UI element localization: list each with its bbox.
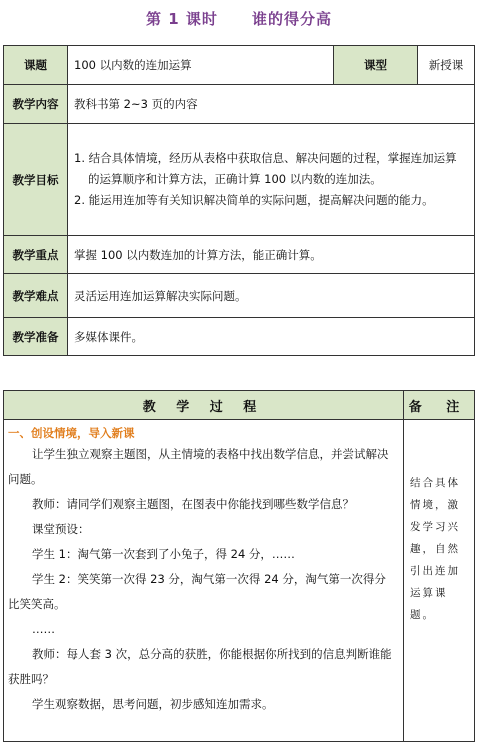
lesson-info-table [3, 45, 475, 356]
difficulty-label: 教学难点 [4, 274, 68, 318]
process-paragraph: 教师：每人套 3 次，总分高的获胜，你能根据你所找到的信息判断谁能获胜吗？ [8, 647, 392, 686]
process-paragraph: 学生观察数据，思考问题，初步感知连加需求。 [32, 697, 274, 711]
process-paragraph: 学生 2：笑笑第一次得 23 分，淘气第一次得 24 分，淘气第一次得分比笑笑高。 [8, 572, 386, 611]
process-paragraph: 课堂预设： [32, 522, 90, 536]
lesson-topic: 谁的得分高 [251, 10, 332, 28]
content-value: 教科书第 2~3 页的内容 [68, 85, 475, 124]
type-value: 新授课 [418, 46, 475, 85]
prep-label: 教学准备 [4, 318, 68, 356]
key-label: 教学重点 [4, 236, 68, 274]
goal-item: 1. 结合具体情境，经历从表格中获取信息、解决问题的过程，掌握连加运算的运算顺序和计算方法，正确计算 100 以内数的连加法。 [74, 151, 457, 186]
process-paragraph: 学生 1：淘气第一次套到了小兔子，得 24 分，…… [32, 547, 295, 561]
process-body [4, 420, 404, 742]
lesson-title [0, 8, 478, 29]
section-title: 一、创设情境，导入新课 [8, 426, 135, 440]
teaching-process-table [3, 390, 475, 742]
prep-value: 多媒体课件。 [68, 318, 475, 356]
type-label: 课型 [334, 46, 418, 85]
goals-value [68, 124, 475, 236]
key-value: 掌握 100 以内数连加的计算方法，能正确计算。 [68, 236, 475, 274]
process-header: 教 学 过 程 [4, 391, 404, 420]
topic-value: 100 以内数的连加运算 [68, 46, 334, 85]
process-paragraph: …… [32, 622, 55, 636]
content-label: 教学内容 [4, 85, 68, 124]
lesson-number: 第 1 课时 [146, 10, 218, 28]
process-paragraph: 让学生独立观察主题图，从主情境的表格中找出数学信息，并尝试解决问题。 [8, 447, 389, 486]
notes-header: 备 注 [404, 391, 475, 420]
goal-item: 2. 能运用连加等有关知识解决简单的实际问题，提高解决问题的能力。 [74, 193, 434, 207]
goals-label: 教学目标 [4, 124, 68, 236]
notes-cell: 结合具体情境，激发学习兴趣，自然引出连加运算课题。 [404, 420, 475, 742]
process-paragraph: 教师：请同学们观察主题图，在图表中你能找到哪些数学信息？ [32, 497, 354, 511]
topic-label: 课题 [4, 46, 68, 85]
difficulty-value: 灵活运用连加运算解决实际问题。 [68, 274, 475, 318]
